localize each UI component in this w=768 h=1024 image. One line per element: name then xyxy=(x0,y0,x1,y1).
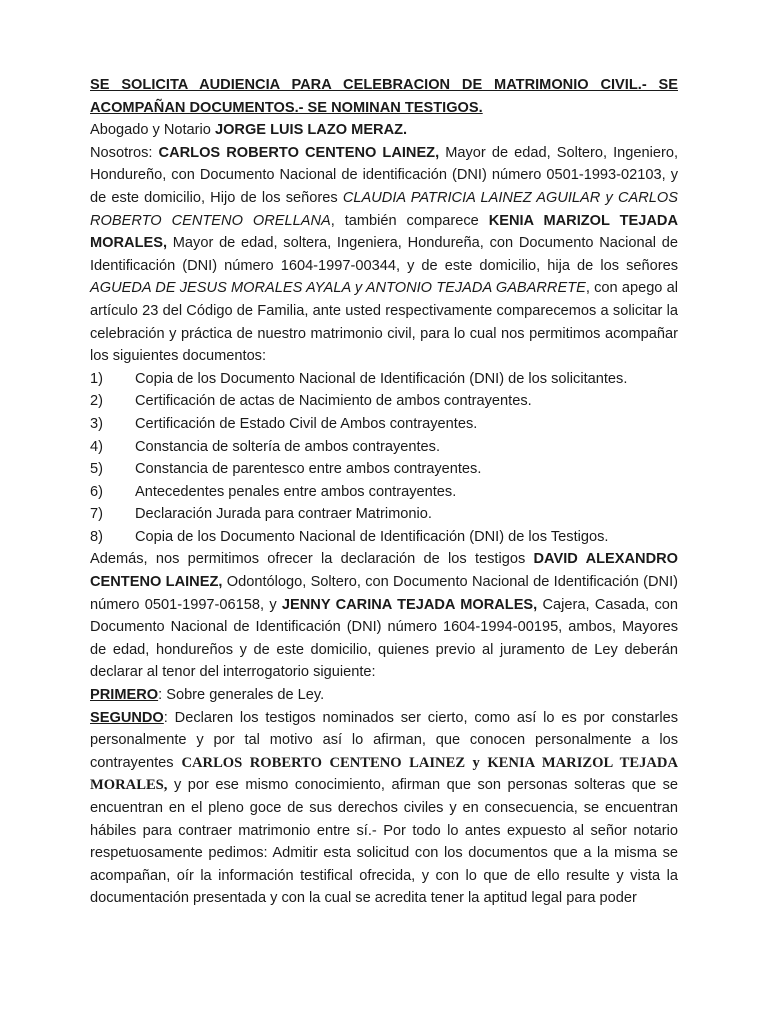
list-item xyxy=(90,436,678,459)
list-item-number: 3) xyxy=(90,415,103,432)
list-item-number: 6) xyxy=(90,483,103,500)
addressee-name: JORGE LUIS LAZO MERAZ. xyxy=(214,122,408,139)
primero-label: PRIMERO xyxy=(90,687,159,704)
contrayentes-names: CARLOS ROBERTO CENTENO LAINEZ y KENIA MARIZOL TEJADA MORALES, xyxy=(90,754,678,794)
list-item-text: Constancia de soltería de ambos contrayentes. xyxy=(135,438,441,455)
bride-name: KENIA MARIZOL TEJADA MORALES, xyxy=(90,212,678,252)
list-item-text: Copia de los Documento Nacional de Identificación (DNI) de los solicitantes. xyxy=(135,370,628,387)
intro-paragraph xyxy=(90,142,678,368)
list-item-text: Certificación de actas de Nacimiento de ambos contrayentes. xyxy=(135,393,532,410)
list-item xyxy=(90,413,678,436)
intro-text-5: , con apego al artículo 23 del Código de Familia, ante usted respectivamente comparecemos a solicitar la celebración y práctica de nuestro matrimonio civil, para lo cual nos permitimos acompañar los siguientes documentos: xyxy=(90,280,678,365)
bride-parents: AGUEDA DE JESUS MORALES AYALA y ANTONIO TEJADA GABARRETE xyxy=(90,280,586,297)
segundo-paragraph xyxy=(90,707,678,910)
witness-2-name: JENNY CARINA TEJADA MORALES, xyxy=(281,596,538,613)
list-item xyxy=(90,368,678,391)
title-line-2: ACOMPAÑAN DOCUMENTOS.- SE NOMINAN TESTIGOS. xyxy=(90,99,483,116)
witnesses-text-2: Odontólogo, Soltero, con Documento Nacional de Identificación (DNI) número 0501-1997-06158, y xyxy=(90,574,678,613)
list-item-number: 7) xyxy=(90,506,103,523)
list-item-text: Constancia de parentesco entre ambos contrayentes. xyxy=(135,461,482,478)
segundo-text-2: y por ese mismo conocimiento, afirman que son personas solteras que se encuentran en el pleno goce de sus derechos civiles y en consecuencia, se encuentran hábiles para contraer matrimonio entre sí.- Por todo lo antes expuesto al señor notario respetuosamente pedimos: Admitir esta solicitud con los documentos que a la misma se acompañan, oír la información testifical ofrecida, y con lo que de ello resulte y vista la documentación presentada y con la cual se acredita tener la aptitud legal para poder xyxy=(90,777,678,907)
list-item-text: Declaración Jurada para contraer Matrimonio. xyxy=(135,506,432,523)
list-item-text: Certificación de Estado Civil de Ambos contrayentes. xyxy=(135,415,478,432)
list-item-number: 4) xyxy=(90,438,103,455)
witness-1-name: DAVID ALEXANDRO CENTENO LAINEZ, xyxy=(90,551,678,591)
segundo-text-1: : Declaren los testigos nominados ser cierto, como así lo es por constarles personalmente y por tal motivo así lo afirman, que conocen personalmente a los contrayentes xyxy=(90,709,678,771)
list-item-number: 5) xyxy=(90,461,103,478)
primero-paragraph xyxy=(90,684,678,707)
witnesses-text-1: Además, nos permitimos ofrecer la declaración de los testigos xyxy=(90,551,534,568)
document-page xyxy=(90,74,678,910)
list-item xyxy=(90,458,678,481)
title-line-1: SE SOLICITA AUDIENCIA PARA CELEBRACION DE MATRIMONIO CIVIL.- SE xyxy=(90,77,678,93)
segundo-label: SEGUNDO xyxy=(90,709,164,726)
document-title xyxy=(90,74,678,119)
list-item-number: 1) xyxy=(90,370,103,387)
addressee xyxy=(90,119,678,142)
witnesses-text-3: Cajera, Casada, con Documento Nacional de Identificación (DNI) número 1604-1994-00195, ambos, Mayores de edad, hondureños y de este domicilio, quienes previo al juramento de Ley deberán declarar al tenor del interrogatorio siguiente: xyxy=(90,596,678,681)
list-item-text: Antecedentes penales entre ambos contrayentes. xyxy=(135,483,457,500)
primero-text: : Sobre generales de Ley. xyxy=(158,687,325,704)
list-item-number: 8) xyxy=(90,528,103,545)
list-item xyxy=(90,481,678,504)
list-item xyxy=(90,390,678,413)
intro-text-3: , también comparece xyxy=(330,212,489,229)
list-item xyxy=(90,503,678,526)
groom-parents: CLAUDIA PATRICIA LAINEZ AGUILAR y CARLOS ROBERTO CENTENO ORELLANA xyxy=(90,189,678,229)
list-item-number: 2) xyxy=(90,393,103,410)
intro-text-2: Mayor de edad, Soltero, Ingeniero, Hondureño, con Documento Nacional de identificación (DNI) número 0501-1993-02103, y de este domicilio, Hijo de los señores xyxy=(90,144,678,206)
groom-name: CARLOS ROBERTO CENTENO LAINEZ, xyxy=(158,144,440,161)
intro-text-1: Nosotros: xyxy=(90,144,159,161)
list-item-text: Copia de los Documento Nacional de Identificación (DNI) de los Testigos. xyxy=(135,528,609,545)
witnesses-paragraph xyxy=(90,548,678,684)
list-item xyxy=(90,526,678,549)
addressee-prefix: Abogado y Notario xyxy=(90,122,215,139)
documents-list xyxy=(90,368,678,549)
intro-text-4: Mayor de edad, soltera, Ingeniera, Hondureña, con Documento Nacional de Identificación (DNI) número 1604-1997-00344, y de este domicilio, hija de los señores xyxy=(90,235,678,274)
